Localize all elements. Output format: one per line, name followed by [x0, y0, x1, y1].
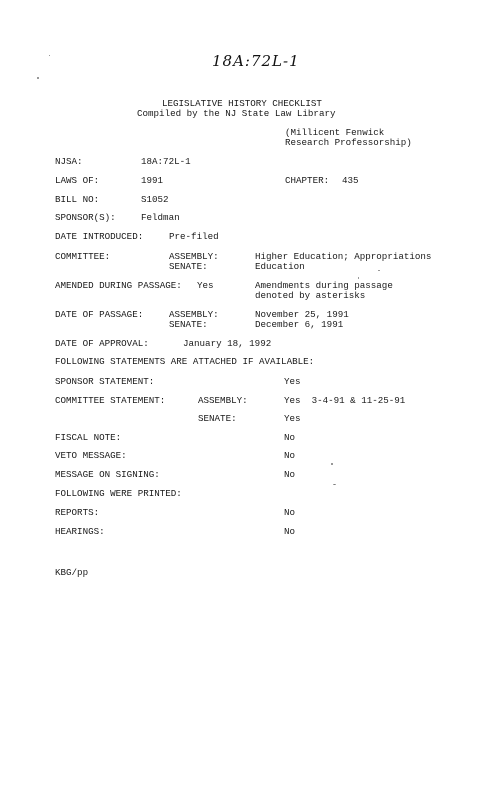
reports-value: No	[284, 507, 296, 518]
committee-assembly-value: Higher Education; Appropriations	[255, 251, 432, 262]
scan-speck	[358, 277, 359, 279]
scan-speck	[378, 270, 380, 271]
date-of-approval-label: DATE OF APPROVAL:	[55, 338, 149, 349]
njsa-label: NJSA:	[55, 156, 83, 167]
amended-label: AMENDED DURING PASSAGE:	[55, 280, 182, 291]
committee-assembly-label: ASSEMBLY:	[169, 251, 219, 262]
hearings-value: No	[284, 526, 296, 537]
scan-speck	[49, 55, 50, 56]
reports-label: REPORTS:	[55, 507, 100, 518]
document-title: LEGISLATIVE HISTORY CHECKLIST	[162, 98, 322, 109]
amended-note-line2: denoted by asterisks	[255, 290, 366, 301]
date-introduced-value: Pre-filed	[169, 231, 219, 242]
laws-of-value: 1991	[141, 175, 164, 186]
handwritten-number: 18A:72L-1	[212, 52, 300, 70]
passage-senate-label: SENATE:	[169, 319, 208, 330]
scan-speck	[331, 463, 333, 465]
sponsor-statement-label: SPONSOR STATEMENT:	[55, 376, 155, 387]
printed-heading: FOLLOWING WERE PRINTED:	[55, 488, 182, 499]
document-subtitle: Compiled by the NJ State Law Library	[137, 108, 336, 119]
committee-statement-assembly-label: ASSEMBLY:	[198, 395, 248, 406]
date-introduced-label: DATE INTRODUCED:	[55, 231, 144, 242]
committee-label: COMMITTEE:	[55, 251, 111, 262]
message-on-signing-label: MESSAGE ON SIGNING:	[55, 469, 160, 480]
committee-statement-senate-label: SENATE:	[198, 413, 237, 424]
scan-speck	[333, 484, 336, 485]
message-on-signing-value: No	[284, 469, 296, 480]
committee-statement-assembly-value: Yes 3-4-91 & 11-25-91	[284, 395, 406, 406]
committee-senate-value: Education	[255, 261, 305, 272]
professorship-note-line2: Research Professorship)	[285, 137, 412, 148]
scan-speck	[37, 77, 39, 79]
sponsor-value: Feldman	[141, 212, 180, 223]
amended-note-line1: Amendments during passage	[255, 280, 393, 291]
date-of-approval-value: January 18, 1992	[183, 338, 272, 349]
veto-message-label: VETO MESSAGE:	[55, 450, 127, 461]
professorship-note-line1: (Millicent Fenwick	[285, 127, 385, 138]
amended-value: Yes	[197, 280, 214, 291]
committee-senate-label: SENATE:	[169, 261, 208, 272]
hearings-label: HEARINGS:	[55, 526, 105, 537]
bill-no-label: BILL NO:	[55, 194, 100, 205]
chapter-label: CHAPTER:	[285, 175, 330, 186]
committee-statement-senate-value: Yes	[284, 413, 301, 424]
passage-assembly-label: ASSEMBLY:	[169, 309, 219, 320]
sponsor-label: SPONSOR(S):	[55, 212, 116, 223]
fiscal-note-value: No	[284, 432, 296, 443]
chapter-value: 435	[342, 175, 359, 186]
laws-of-label: LAWS OF:	[55, 175, 100, 186]
sponsor-statement-value: Yes	[284, 376, 301, 387]
fiscal-note-label: FISCAL NOTE:	[55, 432, 122, 443]
njsa-value: 18A:72L-1	[141, 156, 191, 167]
typist-initials: KBG/pp	[55, 567, 89, 578]
bill-no-value: S1052	[141, 194, 169, 205]
committee-statement-label: COMMITTEE STATEMENT:	[55, 395, 166, 406]
passage-senate-value: December 6, 1991	[255, 319, 344, 330]
veto-message-value: No	[284, 450, 296, 461]
attached-heading: FOLLOWING STATEMENTS ARE ATTACHED IF AVAILABLE:	[55, 356, 315, 367]
passage-assembly-value: November 25, 1991	[255, 309, 349, 320]
date-of-passage-label: DATE OF PASSAGE:	[55, 309, 144, 320]
